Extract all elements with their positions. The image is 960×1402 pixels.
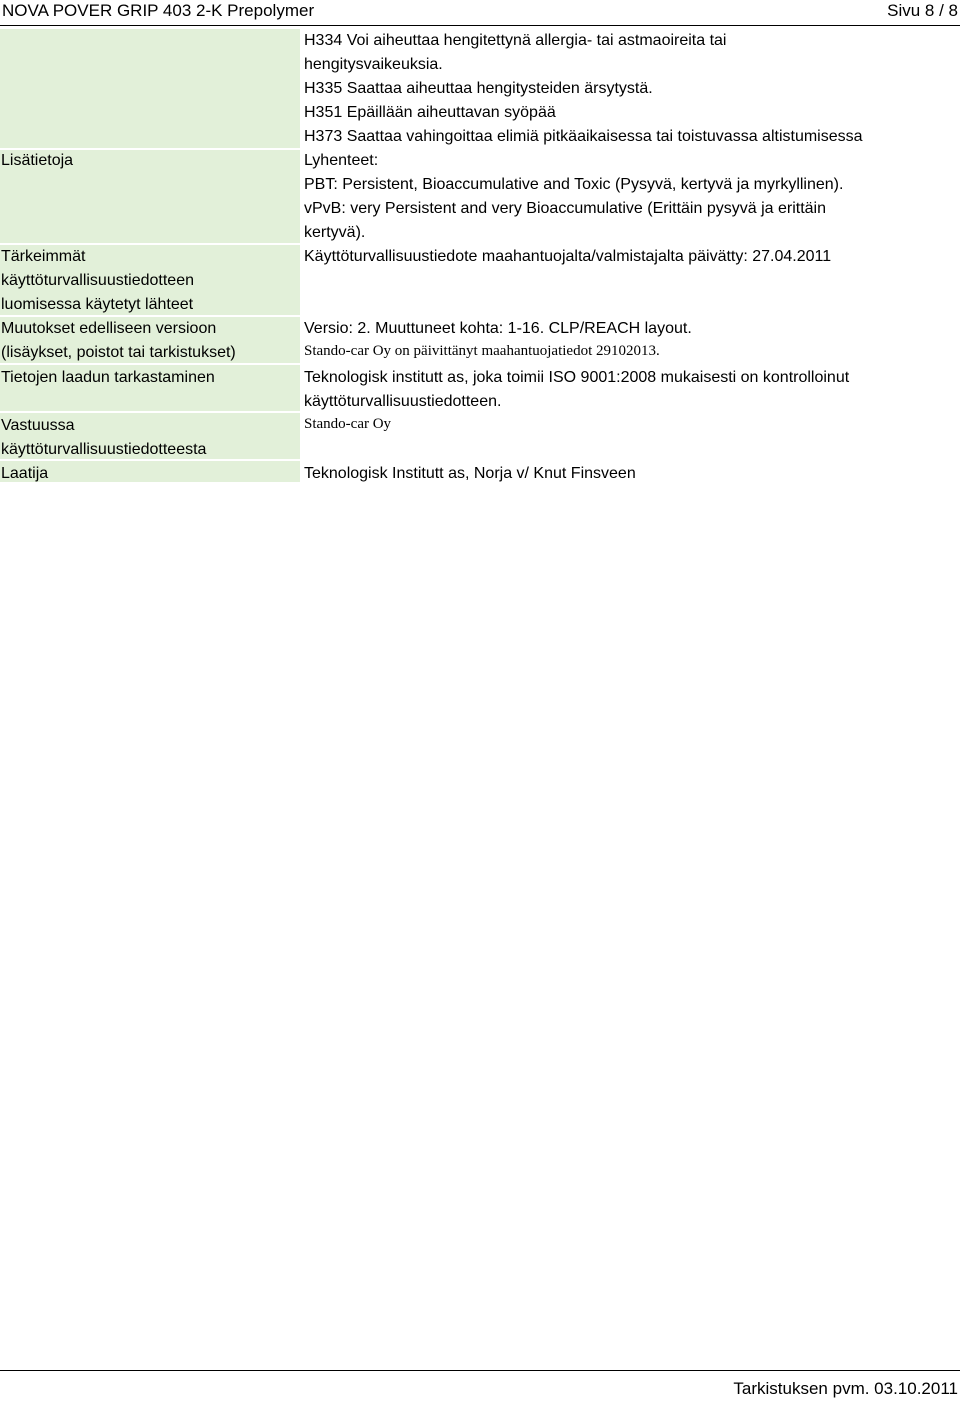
row-separator <box>0 411 300 413</box>
sources-label-line-1: Tärkeimmät <box>1 248 86 265</box>
version-info: Versio: 2. Muuttuneet kohta: 1-16. CLP/REACH layout. <box>304 320 692 337</box>
hazard-h335: H335 Saattaa aiheuttaa hengitysteiden ärsytystä. <box>304 80 653 97</box>
revision-date: Tarkistuksen pvm. 03.10.2011 <box>733 1379 958 1398</box>
responsible-label-line-1: Vastuussa <box>1 417 75 434</box>
importer-update-note: Stando-car Oy on päivittänyt maahantuojatiedot 29102013. <box>304 343 660 359</box>
pbt-definition: PBT: Persistent, Bioaccumulative and Toxic (Pysyvä, kertyvä ja myrkyllinen). <box>304 176 844 193</box>
author-value: Teknologisk Institutt as, Norja v/ Knut Finsveen <box>304 465 636 482</box>
document-title: NOVA POVER GRIP 403 2-K Prepolymer <box>2 1 315 20</box>
responsible-label-line-2: käyttöturvallisuustiedotteesta <box>1 441 207 458</box>
hazard-h373: H373 Saattaa vahingoittaa elimiä pitkäaikaisessa tai toistuvassa altistumisessa <box>304 128 863 145</box>
page-number: Sivu 8 / 8 <box>887 1 958 20</box>
sources-label-line-2: käyttöturvallisuustiedotteen <box>1 272 194 289</box>
abbreviations-heading: Lyhenteet: <box>304 152 379 169</box>
quality-check-label: Tietojen laadun tarkastaminen <box>1 369 215 386</box>
vpvb-definition-line-1: vPvB: very Persistent and very Bioaccumulative (Erittäin pysyvä ja erittäin <box>304 200 826 217</box>
hazard-h334-line-2: hengitysvaikeuksia. <box>304 56 443 73</box>
quality-check-value-line-1: Teknologisk institutt as, joka toimii ISO 9001:2008 mukaisesti on kontrolloinut <box>304 369 850 386</box>
responsible-value: Stando-car Oy <box>304 416 392 432</box>
vpvb-definition-line-2: kertyvä). <box>304 224 366 241</box>
sources-label-line-3: luomisessa käytetyt lähteet <box>1 296 194 313</box>
hazard-h351: H351 Epäillään aiheuttavan syöpää <box>304 104 556 121</box>
changes-label-line-1: Muutokset edelliseen versioon <box>1 320 217 337</box>
quality-check-value-line-2: käyttöturvallisuustiedotteen. <box>304 393 502 410</box>
hazard-h334-line-1: H334 Voi aiheuttaa hengitettynä allergia- tai astmaoireita tai <box>304 32 727 49</box>
author-label: Laatija <box>1 465 49 482</box>
additional-info-label: Lisätietoja <box>1 152 74 169</box>
footer-divider <box>0 1370 960 1371</box>
page-header <box>0 0 960 26</box>
sources-value: Käyttöturvallisuustiedote maahantuojalta/valmistajalta päivätty: 27.04.2011 <box>304 248 832 265</box>
changes-label-line-2: (lisäykset, poistot tai tarkistukset) <box>1 344 236 361</box>
